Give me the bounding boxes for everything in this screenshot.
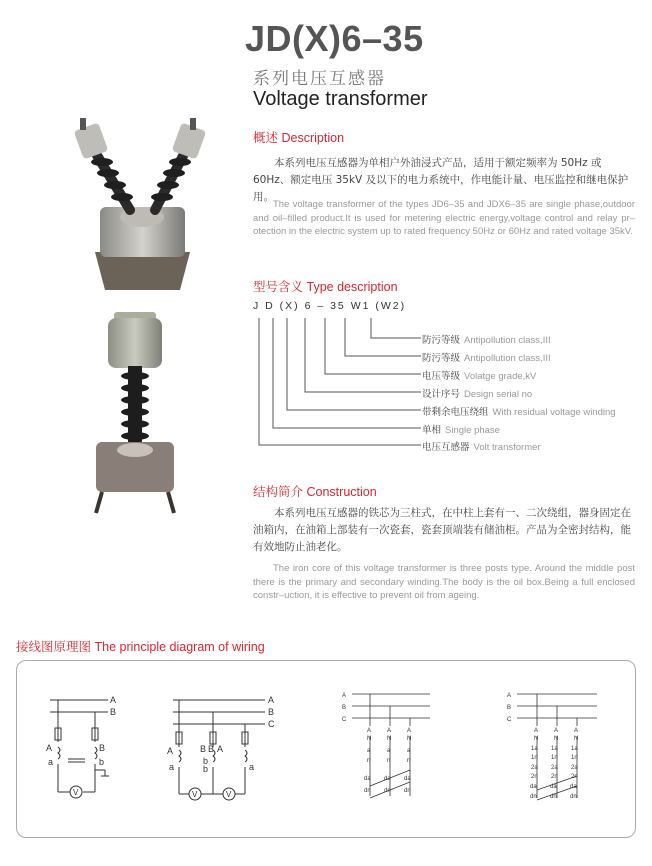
wiring-term: 2a	[571, 765, 578, 771]
type-code: J D (X) 6 – 35 W1 (W2)	[253, 300, 407, 312]
legend-cn: 防污等级	[422, 335, 461, 346]
legend-item	[422, 439, 541, 453]
construction-heading-en: Construction	[306, 485, 377, 499]
page-title: JD(X)6–35	[245, 18, 424, 59]
wiring-term: dn	[404, 788, 411, 794]
wiring-term: 2n	[531, 774, 538, 780]
wiring-term: A	[407, 728, 412, 734]
wiring-term: A	[342, 693, 347, 699]
wiring-term: da	[530, 784, 537, 790]
legend-item	[422, 404, 616, 418]
description-heading-en: Description	[281, 131, 345, 145]
wiring-term: 1a	[531, 746, 538, 752]
wiring-term: dn	[530, 794, 537, 800]
wiring-term: 2n	[551, 774, 558, 780]
wiring-term: B	[268, 707, 275, 717]
construction-text-en: The iron core of this voltage transformer is three posts type. Around the middle post there is the primary and secondary winding.The body is the oil box.Being a full enclosed constr–uction, it is effective to prevent oil from ageing.	[253, 563, 635, 601]
legend-item	[422, 422, 500, 436]
description-text-cn: 本系列电压互感器为单相户外油浸式产品，适用于额定频率为 50Hz 或 60Hz、额定电压 35kV 及以下的电力系统中，作电能计量、电压监控和继电保护用。	[253, 157, 629, 203]
legend-item	[422, 386, 532, 400]
type-heading-en: Type description	[306, 280, 398, 294]
wiring-term: B	[208, 744, 215, 754]
wiring-term: A	[534, 728, 539, 734]
legend-en: Volatge grade,kV	[464, 371, 537, 382]
wiring-term: C	[268, 719, 275, 729]
legend-item	[422, 350, 551, 364]
legend-en: With residual voltage winding	[492, 407, 616, 418]
construction-heading	[253, 482, 377, 500]
legend-cn: 电压互感器	[422, 442, 470, 453]
wiring-term: A	[507, 693, 512, 699]
wiring-heading-en: The principle diagram of wiring	[94, 640, 265, 654]
wiring-term: da	[384, 776, 391, 782]
wiring-term: b	[203, 756, 209, 766]
legend-en: Antipollution class,III	[464, 335, 551, 346]
wiring-term: C	[507, 717, 512, 723]
voltmeter-label: V	[226, 790, 232, 799]
wiring-term: N	[554, 736, 559, 742]
wiring-term: b	[99, 757, 105, 767]
legend-item	[422, 332, 551, 346]
wiring-term: a	[169, 762, 175, 772]
legend-cn: 设计序号	[422, 389, 461, 400]
wiring-term: da	[570, 784, 577, 790]
wiring-term: 1n	[531, 755, 538, 761]
wiring-term: A	[574, 728, 579, 734]
wiring-term: 2a	[531, 765, 538, 771]
legend-item	[422, 368, 536, 382]
wiring-term: A	[367, 728, 372, 734]
wiring-term: A	[268, 695, 275, 705]
wiring-term: N	[407, 736, 412, 742]
voltmeter-label: V	[73, 788, 79, 797]
wiring-term: n	[407, 758, 411, 764]
wiring-term: dn	[384, 788, 391, 794]
wiring-term: B	[99, 743, 106, 753]
wiring-term: 1a	[551, 746, 558, 752]
legend-cn: 带剩余电压绕组	[422, 407, 489, 418]
wiring-term: N	[534, 736, 539, 742]
construction-heading-cn: 结构简介	[253, 485, 304, 499]
wiring-term: N	[574, 736, 579, 742]
legend-cn: 单相	[422, 425, 442, 436]
wiring-heading	[16, 637, 265, 655]
wiring-term: 1n	[571, 755, 578, 761]
wiring-heading-cn: 接线图原理图	[16, 640, 92, 654]
wiring-term: A	[167, 746, 174, 756]
legend-en: Design serial no	[464, 389, 533, 400]
wiring-term: B	[342, 705, 347, 711]
legend-cn: 防污等级	[422, 353, 461, 364]
wiring-diagram-2	[165, 692, 280, 804]
wiring-term: B	[110, 707, 117, 717]
wiring-term: dn	[550, 794, 557, 800]
wiring-diagram-4	[505, 688, 605, 808]
wiring-term: A	[387, 728, 392, 734]
description-text-en: The voltage transformer of the types JD6–35 and JDX6–35 are single phase,outdoor and oil–filled product.It is used for metering electric energy,voltage control and relay pr–otection in the electric system up to rated frequency 50Hz or 60Hz and rated voltage 35kV.	[253, 199, 635, 237]
subtitle-cn: 系列电压互感器	[253, 69, 386, 88]
wiring-term: C	[342, 717, 347, 723]
wiring-term: B	[507, 705, 512, 711]
type-heading-cn: 型号含义	[253, 280, 304, 294]
wiring-term: da	[404, 776, 411, 782]
wiring-term: A	[46, 743, 53, 753]
wiring-term: a	[387, 748, 391, 754]
wiring-term: da	[550, 784, 557, 790]
wiring-term: A	[554, 728, 559, 734]
wiring-term: a	[249, 762, 255, 772]
voltmeter-label: V	[192, 790, 198, 799]
wiring-term: A	[217, 744, 224, 754]
wiring-term: 2n	[571, 774, 578, 780]
transformer-photo-1	[60, 112, 220, 292]
wiring-term: n	[387, 758, 391, 764]
description-heading	[253, 128, 344, 146]
legend-en: Single phase	[445, 425, 500, 436]
type-code-bracket-lines	[253, 312, 423, 452]
wiring-term: 1a	[571, 746, 578, 752]
construction-text-cn: 本系列电压互感器的铁芯为三柱式，在中柱上套有一、二次绕组，器身固定在油箱内，在油箱上部装有一次瓷套，瓷套顶端装有储油柜。产品为全密封结构，能有效地防止油老化。	[253, 507, 631, 553]
wiring-diagram-3	[340, 688, 440, 808]
legend-en: Antipollution class,III	[464, 353, 551, 364]
description-heading-cn: 概述	[253, 131, 279, 145]
wiring-term: b	[203, 764, 209, 774]
wiring-term: A	[110, 695, 117, 705]
legend-en: Volt transformer	[473, 442, 541, 453]
wiring-term: a	[48, 757, 54, 767]
wiring-term: dn	[364, 788, 371, 794]
legend-cn: 电压等级	[422, 371, 461, 382]
wiring-term: da	[364, 776, 371, 782]
wiring-term: a	[367, 748, 371, 754]
wiring-term: N	[367, 736, 372, 742]
wiring-term: a	[407, 748, 411, 754]
wiring-term: 1n	[551, 755, 558, 761]
transformer-photo-2	[90, 310, 180, 515]
wiring-term: 2a	[551, 765, 558, 771]
wiring-term: n	[367, 758, 371, 764]
wiring-term: B	[200, 744, 207, 754]
wiring-diagram-1	[40, 692, 130, 804]
wiring-term: N	[387, 736, 392, 742]
wiring-term: dn	[570, 794, 577, 800]
subtitle-en: Voltage transformer	[253, 88, 428, 110]
type-description-heading	[253, 277, 398, 295]
